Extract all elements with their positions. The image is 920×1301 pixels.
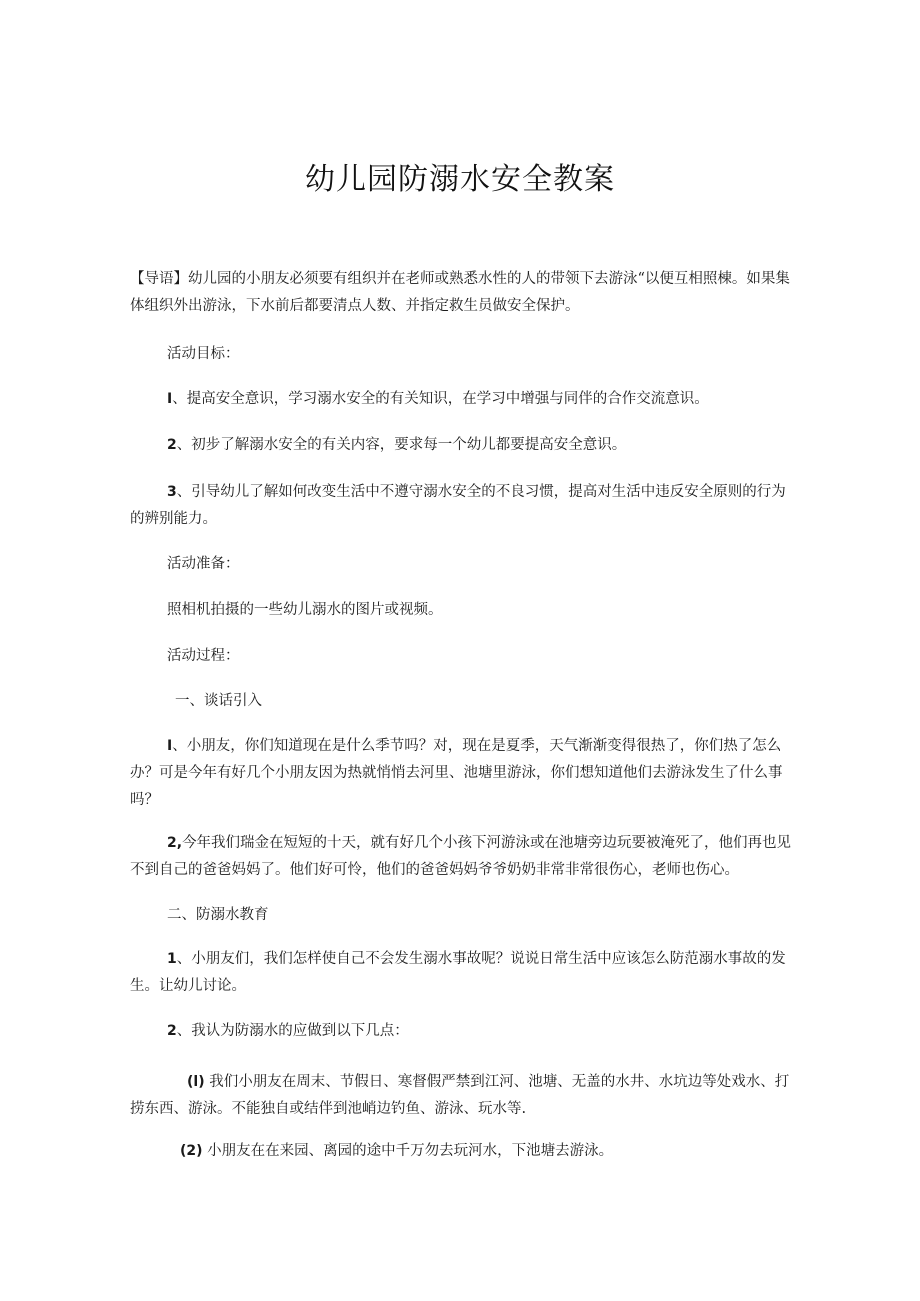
process-item [130, 1018, 792, 1045]
process-item [130, 946, 792, 1000]
process-item [130, 733, 792, 814]
goal-number: 2 [167, 437, 177, 453]
process-text: 、小朋友们，我们怎样使自己不会发生溺水事故呢？说说日常生活中应该怎么防范溺水事故的发生。让幼儿讨论。 [130, 951, 786, 994]
goal-item [130, 479, 792, 533]
goal-text: 、引导幼儿了解如何改变生活中不遵守溺水安全的不良习惯，提高对生活中违反安全原则的行为的辨别能力。 [130, 484, 786, 527]
goal-number: 3 [167, 484, 177, 500]
goal-number: I [167, 391, 173, 407]
goal-text: 、提高安全意识，学习溺水安全的有关知识，在学习中增强与同伴的合作交流意识。 [172, 391, 709, 407]
goal-item [130, 386, 792, 413]
document-title: 幼儿园防溺水安全教案 [305, 162, 615, 197]
point-number: (2) [180, 1143, 203, 1159]
goals-heading: 活动目标： [167, 346, 240, 362]
process-heading: 活动过程： [167, 648, 240, 664]
process-item [130, 830, 792, 884]
process-text: 今年我们瑞金在短短的十天，就有好几个小孩下河游泳或在池塘旁边玩要被淹死了，他们再也见不到自己的爸爸妈妈了。他们好可怜，他们的爸爸妈妈爷爷奶奶非常非常很伤心，老师也伤心。 [130, 835, 792, 878]
process-number: 2 [167, 1023, 177, 1039]
process-number: I [167, 738, 173, 754]
process-text: 、我认为防溺水的应做到以下几点： [176, 1023, 409, 1039]
process-text: 、小朋友，你们知道现在是什么季节吗？对，现在是夏季，天气渐渐变得很热了，你们热了怎么办？可是今年有好几个小朋友因为热就悄悄去河里、池塘里游泳，你们想知道他们去游泳发生了什么事吗？ [130, 738, 783, 808]
prep-heading: 活动准备： [167, 556, 240, 572]
prep-text: 照相机拍摄的一些幼儿溺水的图片或视频。 [167, 602, 443, 618]
point-item [130, 1138, 792, 1165]
section-heading-intro: 一、谈话引入 [175, 693, 262, 709]
point-text: 我们小朋友在周末、节假日、寒督假严禁到江河、池塘、无盖的水井、水坑边等处戏水、打捞东西、游泳。不能独自或结伴到池峭边钓鱼、游泳、玩水等. [130, 1074, 790, 1117]
intro-paragraph: 【导语】幼儿园的小朋友必须要有组织并在老师或熟悉水性的人的带领下去游泳“以便互相照棟。如果集体组织外出游泳，下水前后都要清点人数、并指定救生员做安全保护。 [130, 271, 790, 314]
goal-item [130, 432, 792, 459]
point-item [130, 1069, 792, 1123]
section-heading-education: 二、防溺水教育 [167, 907, 269, 923]
goal-text: 、初步了解溺水安全的有关内容，要求每一个幼儿都要提高安全意识。 [176, 437, 627, 453]
point-text: 小朋友在在来园、离园的途中千万勿去玩河水，下池塘去游泳。 [207, 1143, 614, 1159]
point-number: (l) [187, 1074, 205, 1090]
process-number: 2, [167, 835, 183, 851]
process-number: 1 [167, 951, 177, 967]
